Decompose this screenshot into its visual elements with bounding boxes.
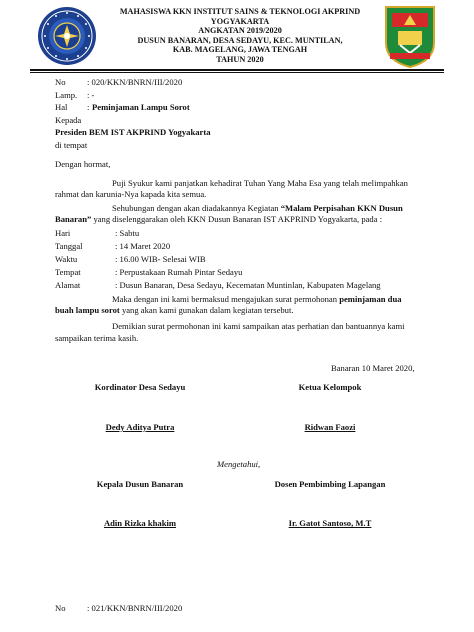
para3-line1 xyxy=(112,294,402,305)
detail-label-tanggal: Tanggal xyxy=(55,241,83,251)
next-no-value: : 021/KKN/BNRN/III/2020 xyxy=(87,603,183,613)
greeting: Dengan hormat, xyxy=(55,159,111,169)
recipient-name: Presiden BEM IST AKPRIND Yogyakarta xyxy=(55,127,211,137)
detail-value-tanggal: : 14 Maret 2020 xyxy=(115,241,171,251)
detail-label-hari: Hari xyxy=(55,228,71,238)
akprind-seal-logo xyxy=(37,6,97,66)
para1-line1: Puji Syukur kami panjatkan kehadirat Tuhan Yang Maha Esa yang telah melimpahkan xyxy=(112,178,408,188)
signatory-3-title: Kepala Dusun Banaran xyxy=(96,479,184,489)
letterhead-rule-thin xyxy=(30,72,444,73)
no-label: No xyxy=(55,77,66,87)
request-item-end: buah lampu sorot xyxy=(55,305,120,315)
signatory-1-name: Dedy Aditya Putra xyxy=(105,422,175,432)
detail-value-tempat: : Perpustakaan Rumah Pintar Sedayu xyxy=(115,267,243,277)
hal-value: Peminjaman Lampu Sorot xyxy=(92,102,190,112)
letterhead-line: YOGYAKARTA xyxy=(210,16,270,26)
place-date: Banaran 10 Maret 2020, xyxy=(331,363,415,373)
signatory-4-title: Dosen Pembimbing Lapangan xyxy=(274,479,386,489)
no-value: : 020/KKN/BNRN/III/2020 xyxy=(87,77,183,87)
letterhead-line: TAHUN 2020 xyxy=(216,54,264,64)
para4-line1: Demikian surat permohonan ini kami sampaikan atas perhatian dan bantuannya kami xyxy=(112,321,405,331)
letterhead-line: KAB. MAGELANG, JAWA TENGAH xyxy=(172,45,308,54)
hal-label: Hal xyxy=(55,102,68,112)
signatory-1-title: Kordinator Desa Sedayu xyxy=(94,382,186,392)
lamp-label: Lamp. xyxy=(55,90,78,100)
para2-text-end: yang diselenggarakan oleh KKN Dusun Banaran IST AKPRIND Yogyakarta, pada : xyxy=(91,214,383,224)
para3-text: Maka dengan ini kami bermaksud mengajukan surat permohonan xyxy=(112,294,340,304)
detail-value-hari: : Sabtu xyxy=(115,228,140,238)
letterhead-title xyxy=(100,7,380,64)
request-item: peminjaman dua xyxy=(339,294,402,304)
event-name-end: Banaran” xyxy=(55,214,92,224)
signatory-2-name: Ridwan Faozi xyxy=(304,422,356,432)
signatory-4-name: Ir. Gatot Santoso, M.T xyxy=(288,518,372,528)
para2-line1 xyxy=(112,203,403,214)
detail-label-alamat: Alamat xyxy=(55,280,81,290)
para1-line2: rahmat dan karunia-Nya kapada kita semua. xyxy=(55,189,207,199)
mengetahui-label: Mengetahui, xyxy=(217,459,261,469)
detail-value-alamat: : Dusun Banaran, Desa Sedayu, Kecematan Muntinlan, Kabupaten Magelang xyxy=(115,280,381,290)
hal-colon: : xyxy=(87,102,90,112)
para3-line2 xyxy=(55,305,294,316)
letterhead-rule-thick xyxy=(30,69,444,71)
magelang-crest-logo xyxy=(382,3,438,69)
recipient-place: di tempat xyxy=(55,140,88,150)
kepada-label: Kepada xyxy=(55,115,82,125)
para4-line2: sampaikan terima kasih. xyxy=(55,333,139,343)
letterhead-line: MAHASISWA KKN INSTITUT SAINS & TEKNOLOGI AKPRIND xyxy=(119,7,361,16)
event-name: “Malam Perpisahan KKN Dusun xyxy=(280,203,403,213)
next-no-label: No xyxy=(55,603,66,613)
detail-label-waktu: Waktu xyxy=(55,254,78,264)
detail-value-waktu: : 16.00 WIB- Selesai WIB xyxy=(115,254,206,264)
para3-text-end: yang akan kami gunakan dalam kegiatan tersebut. xyxy=(119,305,294,315)
letterhead-line: ANGKATAN 2019/2020 xyxy=(198,26,282,35)
signatory-3-name: Adin Rizka khakim xyxy=(103,518,177,528)
letterhead-line: DUSUN BANARAN, DESA SEDAYU, KEC. MUNTILAN, xyxy=(137,35,343,45)
para2-line2 xyxy=(55,214,382,225)
signatory-2-title: Ketua Kelompok xyxy=(298,382,362,392)
lamp-value: : - xyxy=(87,90,95,100)
para2-text: Sehubungan dengan akan diadakannya Kegiatan xyxy=(112,203,281,213)
detail-label-tempat: Tempat xyxy=(55,267,81,277)
